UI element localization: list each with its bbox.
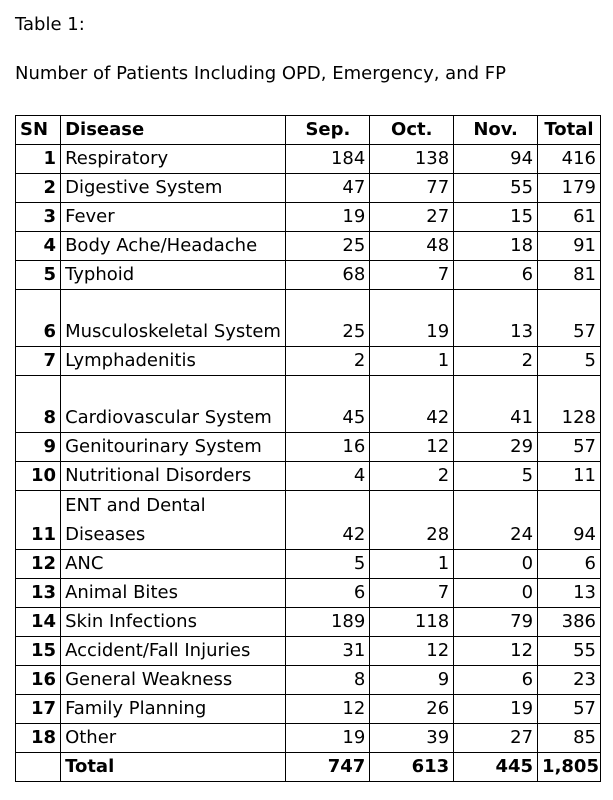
row-sn: 17 <box>16 695 61 724</box>
row-nov: 6 <box>454 261 538 290</box>
row-total: 57 <box>538 695 601 724</box>
table-row <box>16 695 601 724</box>
total-nov: 445 <box>454 753 538 782</box>
row-oct: 9 <box>370 666 454 695</box>
row-oct: 7 <box>370 261 454 290</box>
row-oct: 42 <box>370 376 454 433</box>
row-sep: 25 <box>286 290 370 347</box>
row-total: 91 <box>538 232 601 261</box>
table-total-row <box>16 753 601 782</box>
total-sep: 747 <box>286 753 370 782</box>
row-sn: 2 <box>16 174 61 203</box>
row-total: 55 <box>538 637 601 666</box>
row-total: 5 <box>538 347 601 376</box>
row-sep: 19 <box>286 203 370 232</box>
row-nov: 15 <box>454 203 538 232</box>
row-oct: 26 <box>370 695 454 724</box>
row-sep: 8 <box>286 666 370 695</box>
table-row <box>16 637 601 666</box>
row-disease: ENT and Dental Diseases <box>61 491 286 550</box>
row-oct: 1 <box>370 347 454 376</box>
row-sn: 15 <box>16 637 61 666</box>
row-sn: 1 <box>16 145 61 174</box>
row-disease: Fever <box>61 203 286 232</box>
row-total: 85 <box>538 724 601 753</box>
row-nov: 2 <box>454 347 538 376</box>
row-oct: 138 <box>370 145 454 174</box>
row-sn: 16 <box>16 666 61 695</box>
row-disease: Digestive System <box>61 174 286 203</box>
row-sep: 19 <box>286 724 370 753</box>
row-oct: 118 <box>370 608 454 637</box>
row-sn: 5 <box>16 261 61 290</box>
row-nov: 94 <box>454 145 538 174</box>
row-sn: 11 <box>16 491 61 550</box>
row-disease: Musculoskeletal System <box>61 290 286 347</box>
row-nov: 5 <box>454 462 538 491</box>
row-nov: 55 <box>454 174 538 203</box>
row-nov: 0 <box>454 579 538 608</box>
row-disease: Typhoid <box>61 261 286 290</box>
table-row <box>16 290 601 347</box>
row-nov: 12 <box>454 637 538 666</box>
row-total: 57 <box>538 433 601 462</box>
row-sep: 42 <box>286 491 370 550</box>
row-sn: 6 <box>16 290 61 347</box>
row-total: 179 <box>538 174 601 203</box>
row-sn: 12 <box>16 550 61 579</box>
table-row <box>16 203 601 232</box>
row-disease: Family Planning <box>61 695 286 724</box>
table-row <box>16 261 601 290</box>
row-sep: 189 <box>286 608 370 637</box>
table-subtitle: Number of Patients Including OPD, Emergency, and FP <box>15 63 506 84</box>
row-sep: 6 <box>286 579 370 608</box>
row-sep: 25 <box>286 232 370 261</box>
row-sep: 12 <box>286 695 370 724</box>
header-total: Total <box>538 116 601 145</box>
row-disease: Accident/Fall Injuries <box>61 637 286 666</box>
row-oct: 12 <box>370 637 454 666</box>
total-label: Total <box>61 753 286 782</box>
table-row <box>16 174 601 203</box>
total-total: 1,805 <box>538 753 601 782</box>
row-nov: 24 <box>454 491 538 550</box>
row-total: 94 <box>538 491 601 550</box>
row-disease: ANC <box>61 550 286 579</box>
table-body <box>16 145 601 753</box>
row-sep: 184 <box>286 145 370 174</box>
row-total: 57 <box>538 290 601 347</box>
row-total: 386 <box>538 608 601 637</box>
table-row <box>16 608 601 637</box>
row-nov: 13 <box>454 290 538 347</box>
row-sn: 14 <box>16 608 61 637</box>
row-sep: 31 <box>286 637 370 666</box>
row-oct: 27 <box>370 203 454 232</box>
row-nov: 41 <box>454 376 538 433</box>
row-sn: 13 <box>16 579 61 608</box>
table-caption: Table 1: <box>15 14 85 35</box>
row-disease: Cardiovascular System <box>61 376 286 433</box>
row-oct: 19 <box>370 290 454 347</box>
row-total: 13 <box>538 579 601 608</box>
table-row <box>16 491 601 550</box>
table-row <box>16 462 601 491</box>
row-sn: 8 <box>16 376 61 433</box>
table-header-row <box>16 116 601 145</box>
table-row <box>16 232 601 261</box>
row-oct: 2 <box>370 462 454 491</box>
patients-table <box>15 115 601 782</box>
header-disease: Disease <box>61 116 286 145</box>
row-total: 416 <box>538 145 601 174</box>
header-oct: Oct. <box>370 116 454 145</box>
row-nov: 0 <box>454 550 538 579</box>
table-row <box>16 579 601 608</box>
row-sep: 4 <box>286 462 370 491</box>
row-sep: 45 <box>286 376 370 433</box>
row-total: 81 <box>538 261 601 290</box>
row-total: 23 <box>538 666 601 695</box>
table-row <box>16 550 601 579</box>
table-row <box>16 666 601 695</box>
header-nov: Nov. <box>454 116 538 145</box>
header-sep: Sep. <box>286 116 370 145</box>
row-sep: 68 <box>286 261 370 290</box>
table-row <box>16 433 601 462</box>
row-sn: 10 <box>16 462 61 491</box>
row-sep: 47 <box>286 174 370 203</box>
table-row <box>16 347 601 376</box>
row-total: 128 <box>538 376 601 433</box>
row-nov: 29 <box>454 433 538 462</box>
row-disease: Nutritional Disorders <box>61 462 286 491</box>
row-sep: 2 <box>286 347 370 376</box>
row-disease: Skin Infections <box>61 608 286 637</box>
row-sep: 5 <box>286 550 370 579</box>
total-sn-cell <box>16 753 61 782</box>
table-row <box>16 145 601 174</box>
row-oct: 77 <box>370 174 454 203</box>
row-disease: Other <box>61 724 286 753</box>
row-oct: 39 <box>370 724 454 753</box>
row-disease: Animal Bites <box>61 579 286 608</box>
row-sn: 7 <box>16 347 61 376</box>
row-nov: 27 <box>454 724 538 753</box>
row-nov: 18 <box>454 232 538 261</box>
row-sep: 16 <box>286 433 370 462</box>
row-nov: 19 <box>454 695 538 724</box>
row-sn: 18 <box>16 724 61 753</box>
row-sn: 3 <box>16 203 61 232</box>
row-oct: 7 <box>370 579 454 608</box>
row-disease: Genitourinary System <box>61 433 286 462</box>
row-nov: 6 <box>454 666 538 695</box>
row-oct: 28 <box>370 491 454 550</box>
table-row <box>16 724 601 753</box>
row-disease: General Weakness <box>61 666 286 695</box>
row-disease: Respiratory <box>61 145 286 174</box>
table-row <box>16 376 601 433</box>
header-sn: SN <box>16 116 61 145</box>
row-sn: 9 <box>16 433 61 462</box>
row-total: 11 <box>538 462 601 491</box>
row-oct: 48 <box>370 232 454 261</box>
row-sn: 4 <box>16 232 61 261</box>
row-total: 61 <box>538 203 601 232</box>
row-oct: 1 <box>370 550 454 579</box>
row-nov: 79 <box>454 608 538 637</box>
row-disease: Body Ache/Headache <box>61 232 286 261</box>
row-oct: 12 <box>370 433 454 462</box>
total-oct: 613 <box>370 753 454 782</box>
row-total: 6 <box>538 550 601 579</box>
row-disease: Lymphadenitis <box>61 347 286 376</box>
